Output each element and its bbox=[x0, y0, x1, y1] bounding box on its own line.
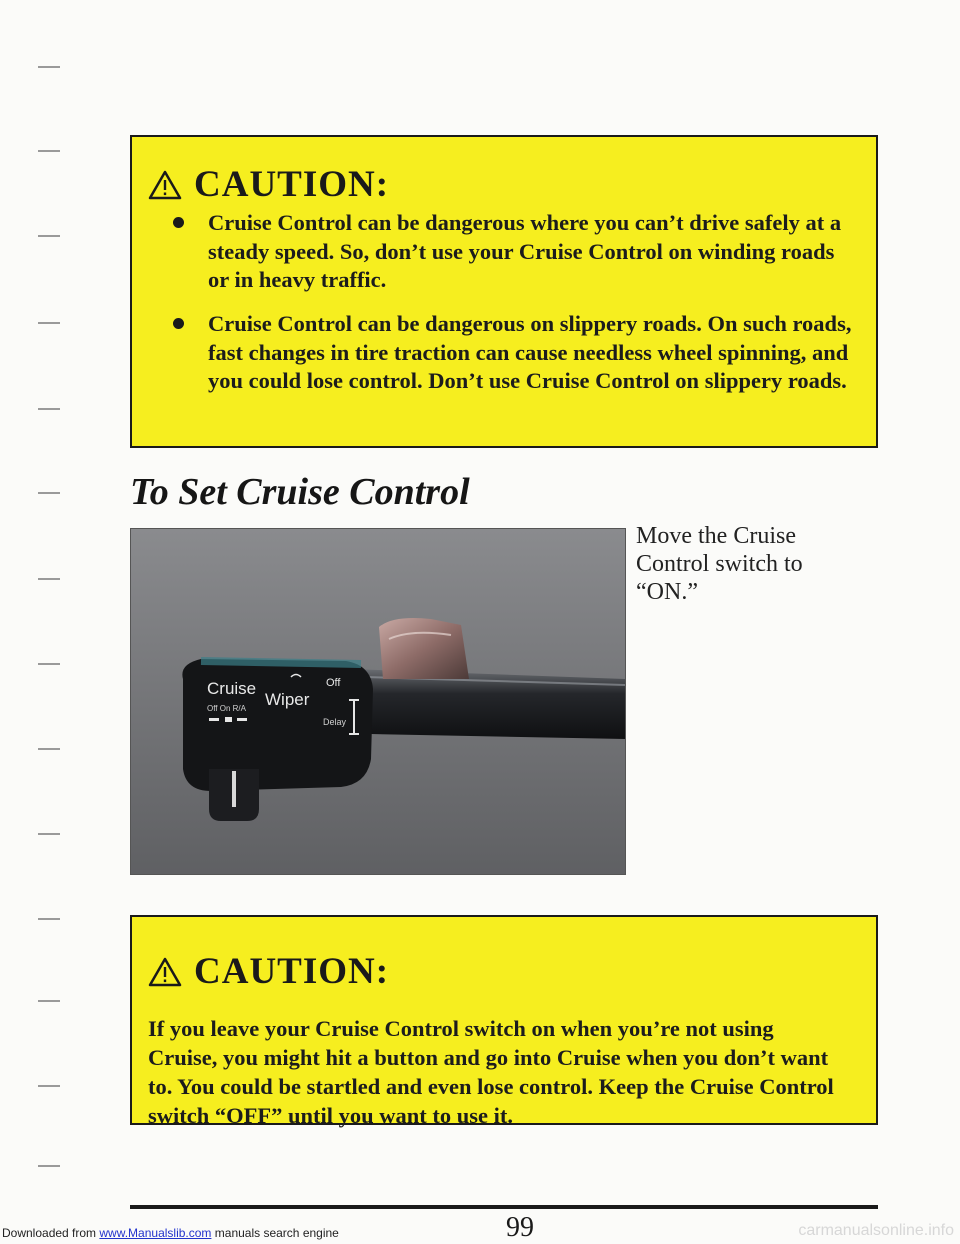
margin-tick bbox=[38, 322, 60, 324]
warning-triangle-icon bbox=[148, 170, 182, 200]
watermark: carmanualsonline.info bbox=[798, 1222, 954, 1239]
caution-title: CAUTION: bbox=[194, 164, 390, 205]
caution-header bbox=[148, 950, 389, 993]
margin-tick bbox=[38, 66, 60, 68]
margin-tick bbox=[38, 578, 60, 580]
cruise-stalk-photo bbox=[130, 528, 626, 875]
margin-tick bbox=[38, 408, 60, 410]
margin-tick bbox=[38, 1000, 60, 1002]
stalk-label-delay: Delay bbox=[323, 717, 347, 727]
margin-tick bbox=[38, 235, 60, 237]
caution-item-text: Cruise Control can be dangerous on slippery roads. On such roads, fast changes in tire traction can cause needless wheel spinning, and you could lose control. Don’t use Cruise Control on slippery roads. bbox=[208, 311, 852, 393]
page-number: 99 bbox=[506, 1212, 534, 1243]
instruction-text: Move the Cruise Control switch to “ON.” bbox=[636, 523, 803, 605]
credit-prefix: Downloaded from bbox=[2, 1226, 100, 1240]
margin-tick bbox=[38, 748, 60, 750]
stalk-label-off: Off bbox=[326, 677, 341, 689]
margin-tick bbox=[38, 833, 60, 835]
caution-item bbox=[208, 209, 858, 295]
caution-item-text: Cruise Control can be dangerous where you can’t drive safely at a steady speed. So, don’t use your Cruise Control on winding roads or in heavy traffic. bbox=[208, 210, 842, 292]
stalk-label-wiper: Wiper bbox=[265, 690, 310, 709]
margin-tick bbox=[38, 1085, 60, 1087]
caution-header bbox=[148, 163, 389, 206]
caution-box-bottom bbox=[130, 915, 878, 1128]
margin-tick bbox=[38, 918, 60, 920]
bullet-icon bbox=[173, 318, 184, 329]
stalk-label-modes: Off On R/A bbox=[207, 704, 246, 713]
download-credit bbox=[2, 1226, 339, 1240]
margin-tick bbox=[38, 492, 60, 494]
margin-tick bbox=[38, 150, 60, 152]
footer-rule bbox=[130, 1205, 878, 1209]
caution-text: If you leave your Cruise Control switch on when you’re not using Cruise, you might hit a button and go into Cruise when you don’t want to. You could be startled and even lose control. Keep the Cruise Control switch “OFF” until you want to use it. bbox=[148, 1016, 834, 1128]
caution-box-top bbox=[130, 135, 878, 448]
section-heading: To Set Cruise Control bbox=[130, 471, 470, 513]
stalk-label-cruise: Cruise bbox=[207, 679, 257, 698]
caution-item bbox=[208, 310, 858, 396]
margin-tick bbox=[38, 663, 60, 665]
credit-suffix: manuals search engine bbox=[211, 1226, 339, 1240]
margin-tick bbox=[38, 1165, 60, 1167]
warning-triangle-icon bbox=[148, 957, 182, 987]
bullet-icon bbox=[173, 217, 184, 228]
stalk-illustration bbox=[131, 529, 625, 874]
manualslib-link[interactable]: www.Manualslib.com bbox=[99, 1226, 212, 1240]
caution-title: CAUTION: bbox=[194, 951, 390, 992]
